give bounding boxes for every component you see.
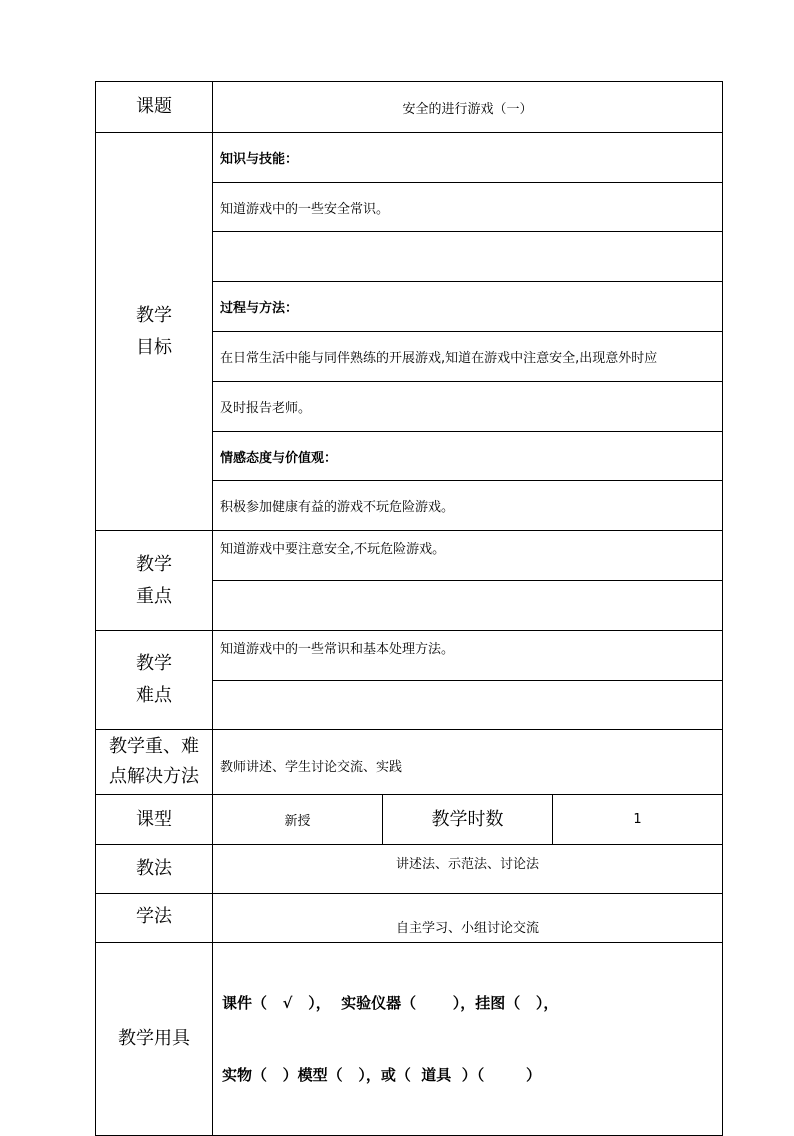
hours-label: 教学时数 [383,795,553,845]
emotion-text: 积极参加健康有益的游戏不玩危险游戏。 [213,481,723,531]
difficulty-text: 知道游戏中的一些常识和基本处理方法。 [213,631,723,681]
tools-line1: 课件（ √ ）， 实验仪器（ ），挂图（ ）， [222,994,559,1012]
goals-label-line2: 目标 [136,336,172,358]
goals-label-line1: 教学 [136,304,172,326]
key-blank-cell [213,581,723,631]
topic-value: 安全的进行游戏（一） [213,82,723,133]
knowledge-blank-cell [213,232,723,282]
difficulty-label-line2: 难点 [136,685,172,706]
difficulty-label-line1: 教学 [136,653,172,674]
teaching-method-value: 讲述法、示范法、讨论法 [213,845,723,894]
type-value: 新授 [213,795,383,845]
process-heading: 过程与方法： [213,282,723,332]
knowledge-text: 知道游戏中的一些安全常识。 [213,183,723,232]
difficulty-label [96,631,213,730]
key-text: 知道游戏中要注意安全,不玩危险游戏。 [213,531,723,581]
goals-label [96,133,213,531]
method-text: 教师讲述、学生讨论交流、实践 [213,730,723,795]
key-label-line1: 教学 [136,553,172,575]
tools-label: 教学用具 [96,943,213,1136]
method-label [96,730,213,795]
lesson-plan-sheet [95,81,722,1084]
key-label [96,531,213,631]
learning-method-label: 学法 [96,894,213,943]
tools-cell [213,943,723,1136]
process-text-line1: 在日常生活中能与同伴熟练的开展游戏,知道在游戏中注意安全,出现意外时应 [213,332,723,382]
emotion-heading: 情感态度与价值观： [213,432,723,481]
tools-line2: 实物（ ）模型（ ），或（ 道具 ）（ ） [222,1066,542,1084]
type-label: 课型 [96,795,213,845]
process-text-line2: 及时报告老师。 [213,382,723,432]
method-label-line2: 点解决方法 [109,766,199,787]
knowledge-heading: 知识与技能： [213,133,723,183]
learning-method-value: 自主学习、小组讨论交流 [213,894,723,943]
key-label-line2: 重点 [136,585,172,607]
hours-value: 1 [553,795,723,845]
method-label-line1: 教学重、难 [109,736,199,757]
lesson-plan-table [95,81,723,1136]
difficulty-blank-cell [213,681,723,730]
topic-label: 课题 [96,82,213,133]
teaching-method-label: 教法 [96,845,213,894]
